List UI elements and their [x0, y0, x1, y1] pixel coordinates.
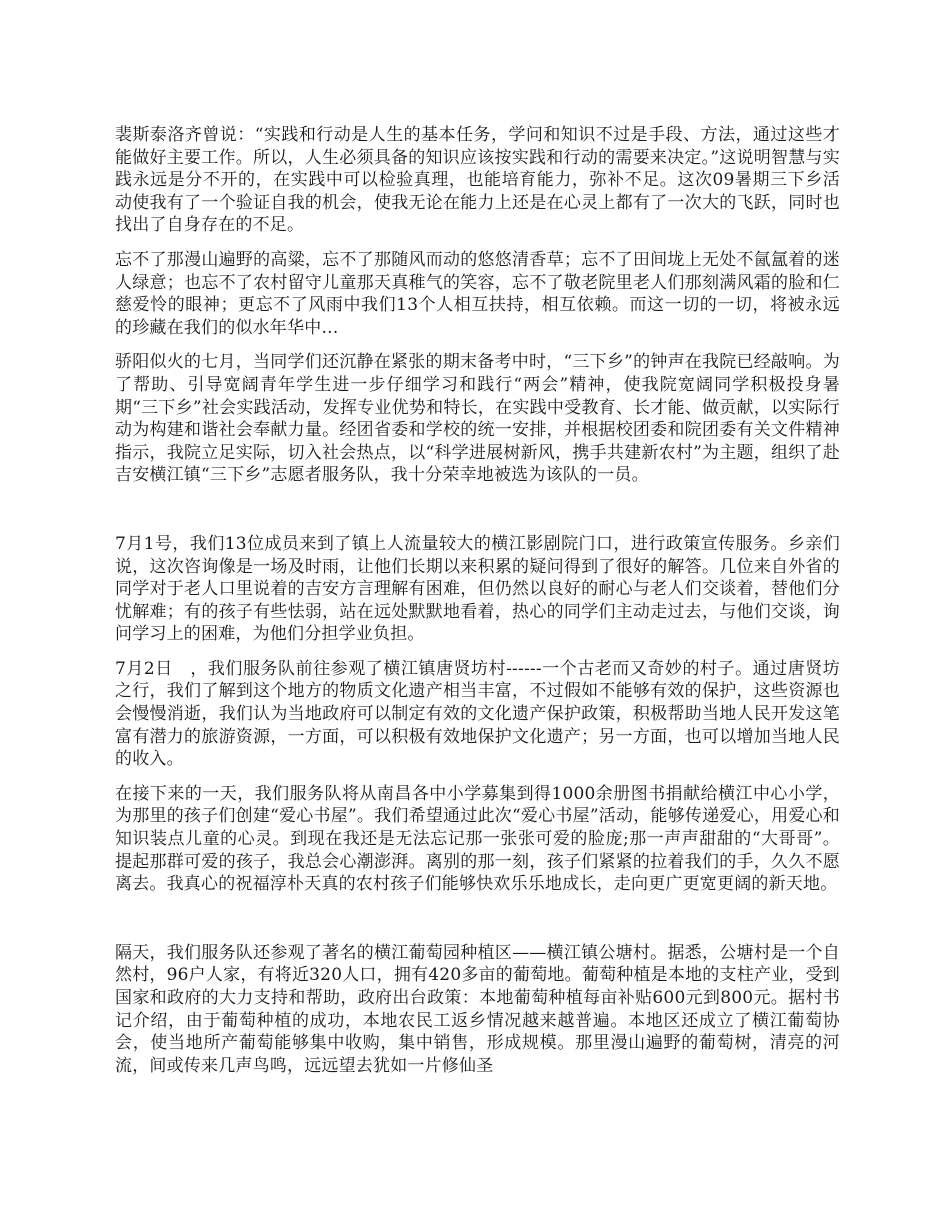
paragraph-memories: 忘不了那漫山遍野的高粱，忘不了那随风而动的悠悠清香草；忘不了田间垅上无处不氤氲着的迷人绿意；也忘不了农村留守儿童那天真稚气的笑容，忘不了敬老院里老人们那刻满风霜的脸和仁慈爱怜的眼神；更忘不了风雨中我们13个人相互扶持，相互依赖。而这一切的一切，将被永远的珍藏在我们的似水年华中… — [115, 249, 840, 338]
paragraph-july-2: 7月2日 ，我们服务队前往参观了横江镇唐贤坊村------一个古老而又奇妙的村子。通过唐贤坊之行，我们了解到这个地方的物质文化遗产相当丰富，不过假如不能够有效的保护，这些资源也会慢慢消逝，我们认为当地政府可以制定有效的文化遗产保护政策，积极帮助当地人民开发这笔富有潜力的旅游资源，一方面，可以积极有效地保护文化遗产；另一方面，也可以增加当地人民的收入。 — [115, 658, 840, 770]
paragraph-july-1: 7月1号，我们13位成员来到了镇上人流量较大的横江影剧院门口，进行政策宣传服务。乡亲们说，这次咨询像是一场及时雨，让他们长期以来积累的疑问得到了很好的解答。几位来自外省的同学对于老人口里说着的吉安方言理解有困难，但仍然以良好的耐心与老人们交谈着，替他们分忧解难；有的孩子有些怯弱，站在远处默默地看着，热心的同学们主动走过去，与他们交谈，询问学习上的困难，为他们分担学业负担。 — [115, 533, 840, 645]
paragraph-july-start: 骄阳似火的七月，当同学们还沉静在紧张的期末备考中时，“三下乡”的钟声在我院已经敲响。为了帮助、引导宽阔青年学生进一步仔细学习和践行“两会”精神，使我院宽阔同学积极投身暑期“三下乡”社会实践活动，发挥专业优势和特长，在实践中受教育、长才能、做贡献，以实际行动为构建和谐社会奉献力量。经团省委和学校的统一安排，并根据校团委和院团委有关文件精神指示，我院立足实际，切入社会热点，以“科学进展树新风，携手共建新农村”为主题，组织了赴吉安横江镇“三下乡”志愿者服务队，我十分荣幸地被选为该队的一员。 — [115, 352, 840, 486]
paragraph-book-donation: 在接下来的一天，我们服务队将从南昌各中小学募集到得1000余册图书捐献给横江中心小学，为那里的孩子们创建“爱心书屋”。我们希望通过此次“爱心书屋”活动，能够传递爱心，用爱心和知识装点儿童的心灵。到现在我还是无法忘记那一张张可爱的脸庞;那一声声甜甜的“大哥哥”。提起那群可爱的孩子，我总会心潮澎湃。离别的那一刻，孩子们紧紧的拉着我们的手，久久不愿离去。我真心的祝福淳朴天真的农村孩子们能够快欢乐乐地成长，走向更广更宽更阔的新天地。 — [115, 783, 840, 895]
paragraph-grape-village: 隔天，我们服务队还参观了著名的横江葡萄园种植区——横江镇公塘村。据悉，公塘村是一个自然村，96户人家，有将近320人口，拥有420多亩的葡萄地。葡萄种植是本地的支柱产业，受到国家和政府的大力支持和帮助，政府出台政策：本地葡萄种植每亩补贴600元到800元。据村书记介绍，由于葡萄种植的成功，本地农民工返乡情况越来越普遍。本地区还成立了横江葡萄协会，使当地所产葡萄能够集中收购，集中销售，形成规模。那里漫山遍野的葡萄树，清亮的河流，间或传来几声鸟鸣，远远望去犹如一片修仙圣 — [115, 942, 840, 1076]
paragraph-intro: 裴斯泰洛齐曾说：“实践和行动是人生的基本任务，学问和知识不过是手段、方法，通过这些才能做好主要工作。所以，人生必须具备的知识应该按实践和行动的需要来决定。”这说明智慧与实践永远是分不开的，在实践中可以检验真理，也能培育能力，弥补不足。这次09暑期三下乡活动使我有了一个验证自我的机会，使我无论在能力上还是在心灵上都有了一次大的飞跃，同时也找出了自身存在的不足。 — [115, 125, 840, 236]
document-body — [115, 124, 840, 1089]
section-gap — [115, 908, 840, 942]
section-gap — [115, 499, 840, 533]
